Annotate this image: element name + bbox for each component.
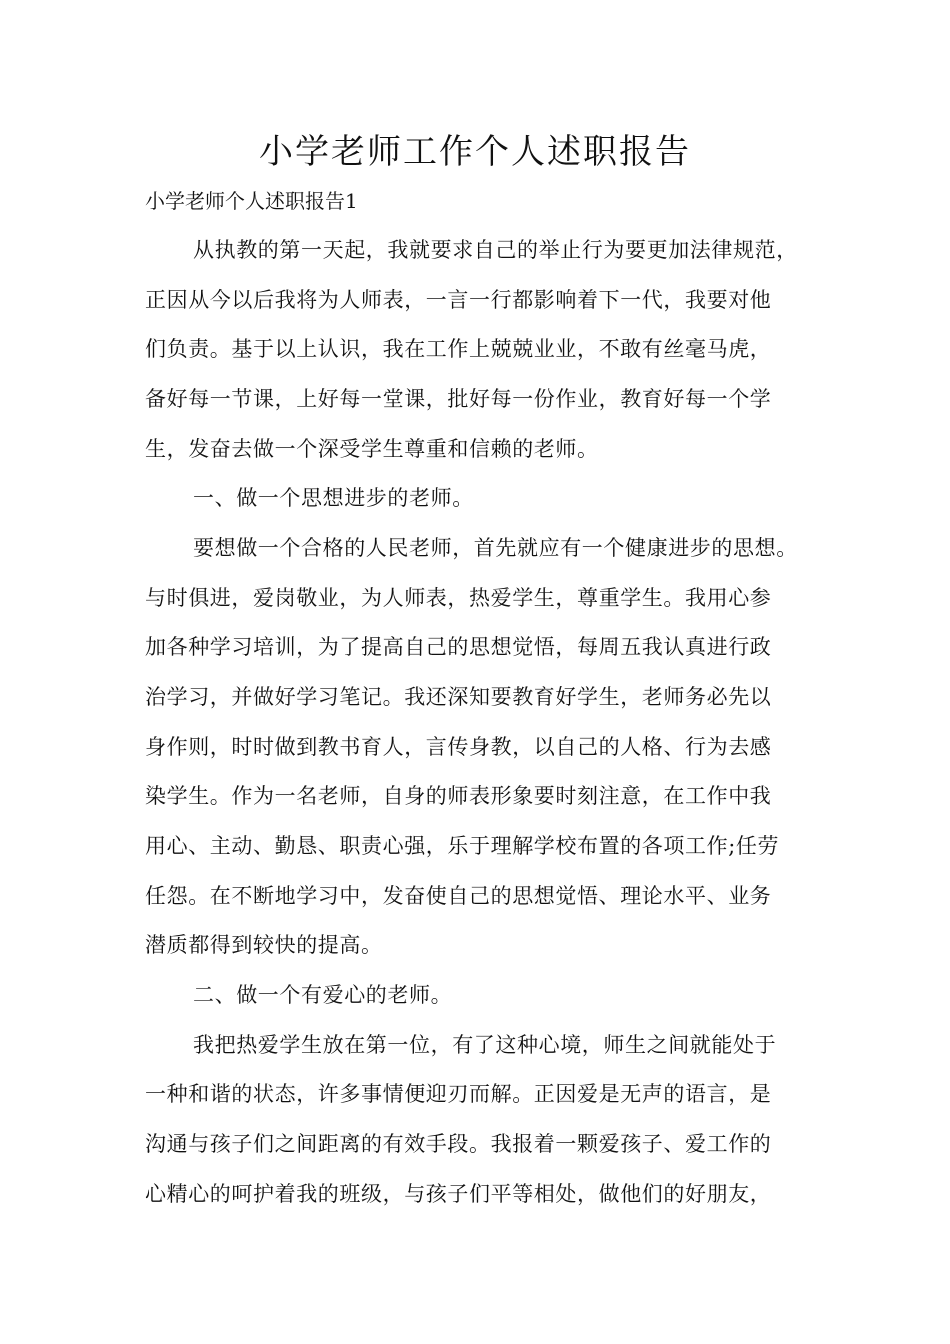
paragraph-line: 治学习，并做好学习笔记。我还深知要教育好学生，老师务必先以: [145, 685, 772, 709]
paragraph-line: 要想做一个合格的人民老师，首先就应有一个健康进步的思想。: [193, 536, 798, 560]
paragraph-line: 身作则，时时做到教书育人，言传身教，以自己的人格、行为去感: [145, 735, 772, 759]
paragraph-line: 生，发奋去做一个深受学生尊重和信赖的老师。: [145, 437, 599, 461]
paragraph-line: 一种和谐的状态，许多事情便迎刃而解。正因爱是无声的语言，是: [145, 1082, 772, 1106]
paragraph-line: 从执教的第一天起，我就要求自己的举止行为要更加法律规范，: [193, 238, 798, 262]
paragraph-line: 用心、主动、勤恳、职责心强，乐于理解学校布置的各项工作;任劳: [145, 834, 780, 858]
document-subtitle: 小学老师个人述职报告1: [145, 189, 358, 213]
paragraph-line: 与时俱进，爱岗敬业，为人师表，热爱学生，尊重学生。我用心参: [145, 586, 772, 610]
paragraph-line: 任怨。在不断地学习中，发奋使自己的思想觉悟、理论水平、业务: [145, 884, 772, 908]
paragraph-line: 心精心的呵护着我的班级，与孩子们平等相处，做他们的好朋友，: [145, 1182, 772, 1206]
paragraph-line: 潜质都得到较快的提高。: [145, 933, 383, 957]
paragraph-line: 们负责。基于以上认识，我在工作上兢兢业业，不敢有丝毫马虎，: [145, 337, 772, 361]
paragraph-line: 正因从今以后我将为人师表，一言一行都影响着下一代，我要对他: [145, 288, 772, 312]
section-heading: 一、做一个思想进步的老师。: [193, 486, 474, 510]
section-heading: 二、做一个有爱心的老师。: [193, 983, 453, 1007]
paragraph-line: 我把热爱学生放在第一位，有了这种心境，师生之间就能处于: [193, 1033, 777, 1057]
paragraph-line: 沟通与孩子们之间距离的有效手段。我报着一颗爱孩子、爱工作的: [145, 1132, 772, 1156]
paragraph-line: 加各种学习培训，为了提高自己的思想觉悟，每周五我认真进行政: [145, 635, 772, 659]
document-title: 小学老师工作个人述职报告: [259, 132, 691, 172]
paragraph-line: 备好每一节课，上好每一堂课，批好每一份作业，教育好每一个学: [145, 387, 772, 411]
paragraph-line: 染学生。作为一名老师，自身的师表形象要时刻注意，在工作中我: [145, 784, 772, 808]
